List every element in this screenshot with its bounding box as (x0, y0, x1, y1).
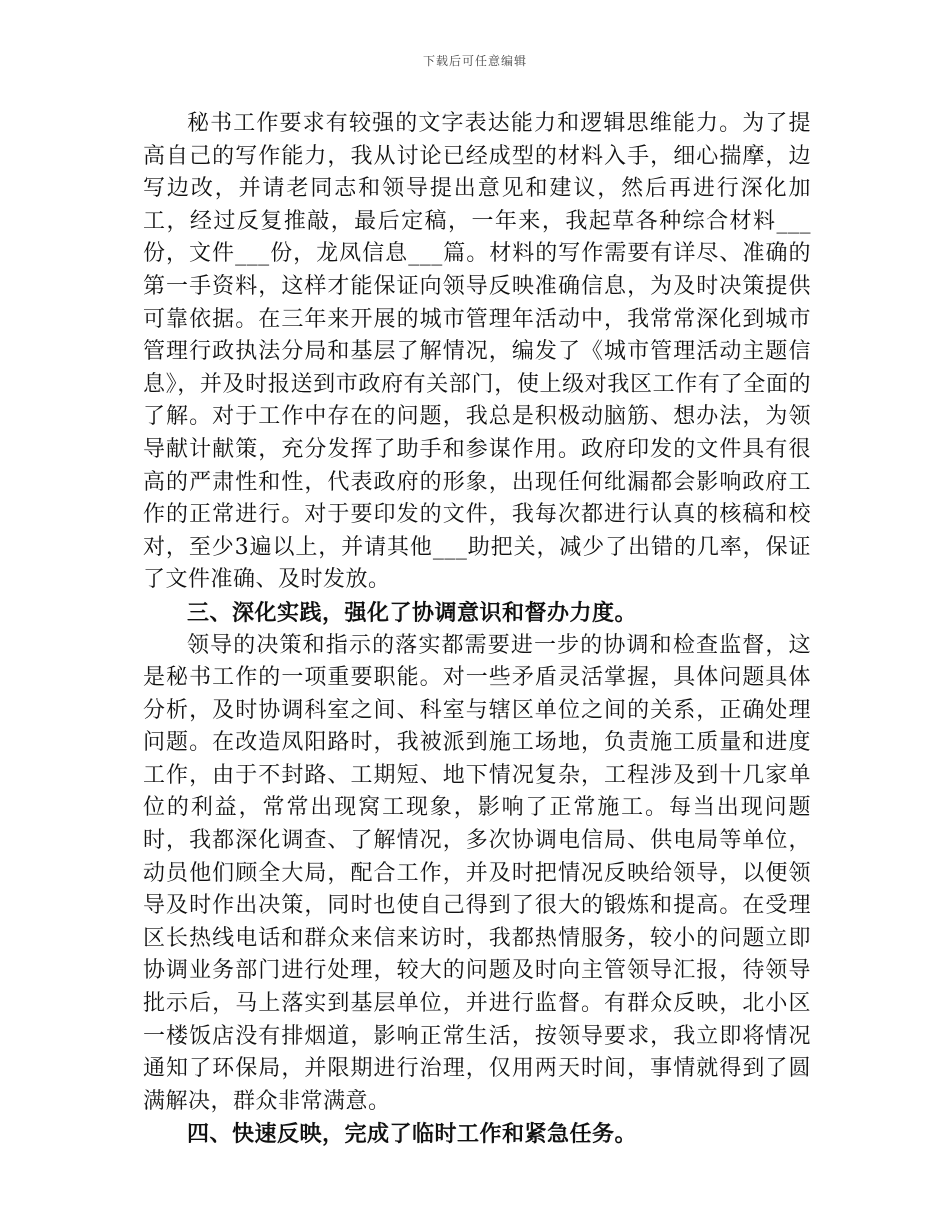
paragraph: 领导的决策和指示的落实都需要进一步的协调和检查监督，这是秘书工作的一项重要职能。对一些矛盾灵活掌握，具体问题具体分析，及时协调科室之间、科室与辖区单位之间的关系，正确处理问题。在改造凤阳路时，我被派到施工场地，负责施工质量和进度工作，由于不封路、工期短、地下情况复杂，工程涉及到十几家单位的利益，常常出现窝工现象，影响了正常施工。每当出现问题时，我都深化调查、了解情况，多次协调电信局、供电局等单位，动员他们顾全大局，配合工作，并及时把情况反映给领导，以便领导及时作出决策，同时也使自己得到了很大的锻炼和提高。在受理区长热线电话和群众来信来访时，我都热情服务，较小的问题立即协调业务部门进行处理，较大的问题及时向主管领导汇报，待领导批示后，马上落实到基层单位，并进行监督。有群众反映，北小区一楼饭店没有排烟道，影响正常生活，按领导要求，我立即将情况通知了环保局，并限期进行治理，仅用两天时间，事情就得到了圆满解决，群众非常满意。 (143, 632, 811, 1114)
section-heading: 四、快速反映，完成了临时工作和紧急任务。 (187, 1121, 638, 1148)
document-body (143, 108, 811, 1151)
section-heading: 三、深化实践，强化了协调意识和督办力度。 (187, 599, 638, 626)
paragraph: 秘书工作要求有较强的文字表达能力和逻辑思维能力。为了提高自己的写作能力，我从讨论已经成型的材料入手，细心揣摩，边写边改，并请老同志和领导提出意见和建议，然后再进行深化加工，经过反复推敲，最后定稿，一年来，我起草各种综合材料___份，文件___份，龙凤信息___篇。材料的写作需要有详尽、准确的第一手资料，这样才能保证向领导反映准确信息，为及时决策提供可靠依据。在三年来开展的城市管理年活动中，我常常深化到城市管理行政执法分局和基层了解情况，编发了《城市管理活动主题信息》，并及时报送到市政府有关部门，使上级对我区工作有了全面的了解。对于工作中存在的问题，我总是积极动脑筋、想办法，为领导献计献策，充分发挥了助手和参谋作用。政府印发的文件具有很高的严肃性和性，代表政府的形象，出现任何纰漏都会影响政府工作的正常进行。对于要印发的文件，我每次都进行认真的核稿和校对，至少3遍以上，并请其他___助把关，减少了出错的几率，保证了文件准确、及时发放。 (143, 111, 811, 593)
page-header: 下载后可任意编辑 (422, 54, 527, 68)
